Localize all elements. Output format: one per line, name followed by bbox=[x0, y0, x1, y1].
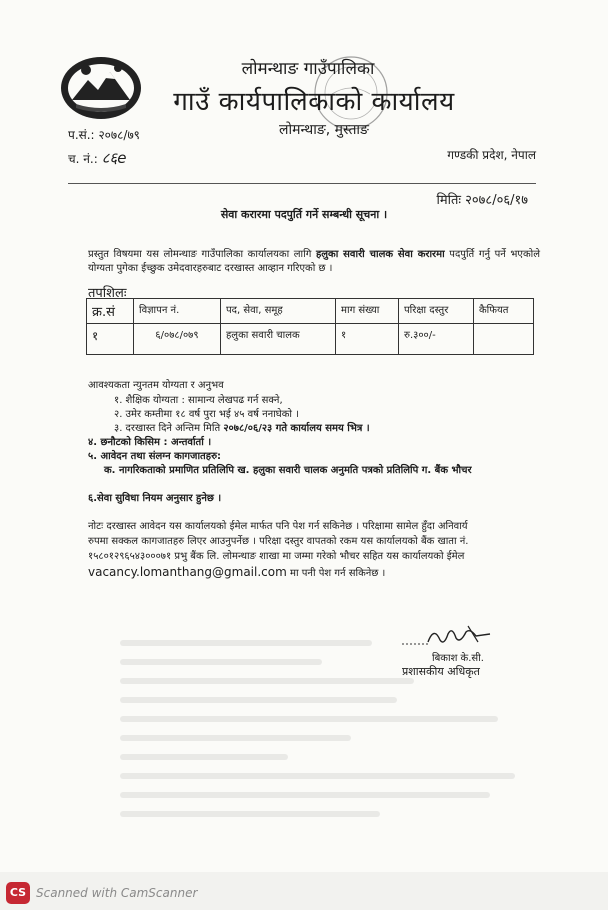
table-cell: रु.३००/- bbox=[399, 324, 474, 355]
signatory-designation: प्रशासकीय अधिकृत bbox=[402, 665, 480, 678]
camscanner-logo-icon: CS bbox=[6, 882, 30, 904]
email-link[interactable]: vacancy.lomanthang@gmail.com bbox=[88, 565, 287, 579]
office-place: लोमन्थाङ, मुस्ताङ bbox=[279, 122, 369, 138]
letter-date: मितिः २०७८/०६/१७ bbox=[436, 193, 528, 208]
column-header: कैफियत bbox=[474, 299, 534, 324]
column-header: पद, सेवा, समूह bbox=[221, 299, 336, 324]
office-name: लोमन्थाङ गाउँपालिका bbox=[241, 59, 375, 79]
table-cell: हलुका सवारी चालक bbox=[221, 324, 336, 355]
note-line: रुपमा सक्कल कागजातहरु लिएर आउनुपर्नेछ । परिक्षा दस्तुर वापतको रकम यस कार्यालयको बैंक खाता नं. bbox=[88, 536, 469, 547]
column-header: माग संख्या bbox=[336, 299, 399, 324]
note-line: नोटः दरखास्त आवेदन यस कार्यालयको ईमेल मार्फत पनि पेश गर्न सकिनेछ । परिक्षामा सामेल हुँदा अनिवार्य bbox=[88, 521, 468, 532]
table-cell: १ bbox=[336, 324, 399, 355]
requirement-deadline: ३. दरखास्त दिने अन्तिम मिति २०७८/०६/२३ गते कार्यालय समय भित्र । bbox=[114, 423, 370, 434]
signature-icon bbox=[398, 620, 494, 650]
header-divider bbox=[68, 183, 536, 184]
column-header: विज्ञापन नं. bbox=[134, 299, 221, 324]
scanner-watermark: Scanned with CamScanner bbox=[36, 886, 198, 900]
note-line: १५८०१२९६५४३०००७१ प्रभु बैंक लि. लोमन्थाङ शाखा मा जम्मा गरेको भौचर सहित यस कार्यालयको ईमेल bbox=[88, 551, 465, 562]
documents-title: ५. आवेदन तथा संलग्न कागजातहरु: bbox=[88, 451, 222, 462]
office-title: गाउँ कार्यपालिकाको कार्यालय bbox=[173, 87, 455, 117]
dispatch-number: च. नं.: ८६e bbox=[68, 149, 127, 167]
details-heading: तपशिलः bbox=[88, 286, 127, 301]
requirement-item: १. शैक्षिक योग्यता : सामान्य लेखपढ गर्न सक्ने, bbox=[114, 395, 283, 406]
column-header: क्र.सं bbox=[87, 299, 134, 324]
vacancy-table bbox=[86, 298, 534, 355]
table-row bbox=[87, 324, 534, 355]
signatory-name: बिकाश के.सी. bbox=[432, 653, 484, 664]
subject-line: सेवा करारमा पदपुर्ति गर्ने सम्बन्धी सूचना । bbox=[220, 208, 388, 221]
intro-paragraph: प्रस्तुत विषयमा यस लोमन्थाङ गाउँपालिका कार्यालयका लागि हलुका सवारी चालक सेवा करारमा पदपुर्ति गर्नु पर्ने भएकोले योग्यता पुगेका ईच्छुक उमेदवारहरुबाट दरखास्त आव्हान गरिएको छ । bbox=[88, 249, 540, 274]
reference-number: प.सं.: २०७८/७९ bbox=[68, 128, 140, 142]
note-email-line: vacancy.lomanthang@gmail.com मा पनी पेश गर्न सकिनेछ । bbox=[88, 565, 386, 579]
table-cell bbox=[474, 324, 534, 355]
requirement-item: २. उमेर कम्तीमा १८ वर्ष पुरा भई ४५ वर्ष ननाघेको । bbox=[114, 409, 299, 420]
province: गण्डकी प्रदेश, नेपाल bbox=[447, 148, 536, 162]
requirements-title: आवश्यकता न्युनतम योग्यता र अनुभव bbox=[88, 380, 224, 391]
selection-method: ४. छनौटको किसिम : अन्तर्वार्ता । bbox=[88, 437, 212, 448]
table-header-row bbox=[87, 299, 534, 324]
facilities-note: ६.सेवा सुविधा नियम अनुसार हुनेछ । bbox=[88, 493, 222, 504]
table-cell: १ bbox=[87, 324, 134, 355]
table-cell: ६/०७८/०७९ bbox=[134, 324, 221, 355]
column-header: परिक्षा दस्तुर bbox=[399, 299, 474, 324]
documents-list: क. नागरिकताको प्रमाणित प्रतिलिपि ख. हलुका सवारी चालक अनुमति पत्रको प्रतिलिपि ग. बैंक भौचर bbox=[104, 465, 472, 476]
